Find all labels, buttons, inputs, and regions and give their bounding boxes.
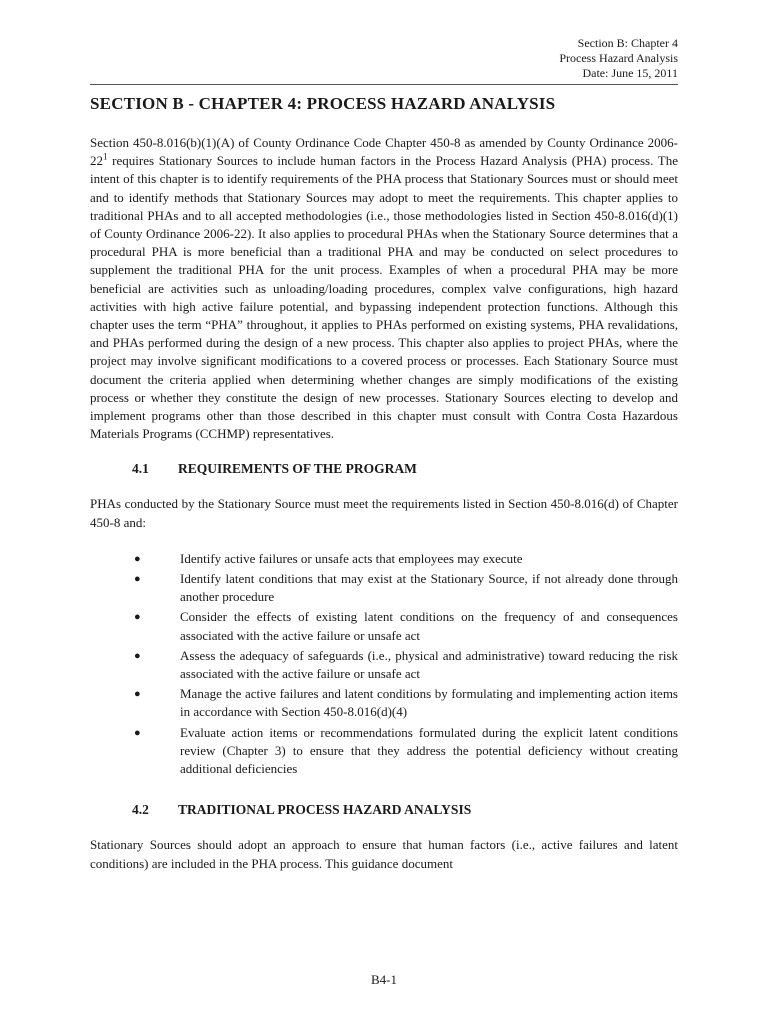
bullet-icon: ● (134, 688, 141, 701)
page-title: SECTION B - CHAPTER 4: PROCESS HAZARD ANALYSIS (90, 94, 556, 113)
list-item-text: Evaluate action items or recommendations formulated during the explicit latent conditions review (Chapter 3) to ensure that they address the potential deficiency without creating additional deficiencies (180, 724, 678, 777)
bullet-icon: ● (134, 573, 141, 586)
intro-text-part1: Section 450-8.016(b)(1)(A) of County Ordinance Code Chapter 450-8 as amended by County Ordinance 2006-22 (90, 135, 678, 169)
list-item (90, 724, 678, 779)
section-number: 4.1 (132, 461, 149, 477)
bullet-icon: ● (134, 552, 141, 565)
list-item (90, 647, 678, 683)
list-item (90, 608, 678, 644)
list-item (90, 570, 678, 606)
section-heading-4-2 (132, 802, 678, 818)
section-title: TRADITIONAL PROCESS HAZARD ANALYSIS (178, 802, 472, 818)
list-item-text: Consider the effects of existing latent conditions on the frequency of and consequences associated with the active failure or unsafe act (180, 609, 678, 643)
running-header (478, 36, 678, 81)
section-number: 4.2 (132, 802, 149, 818)
requirements-list (90, 550, 678, 778)
list-item-text: Assess the adequacy of safeguards (i.e., physical and administrative) toward reducing the risk associated with the active failure or unsafe act (180, 647, 678, 682)
footnote-reference[interactable]: 1 (103, 151, 108, 162)
page-content (90, 94, 678, 873)
traditional-pha-paragraph: Stationary Sources should adopt an approach to ensure that human factors (i.e., active failures and latent conditions) are included in the PHA process. This guidance document (90, 837, 678, 871)
list-item-text: Identify latent conditions that may exist at the Stationary Source, if not already done through another procedure (180, 571, 678, 605)
intro-text-part2: requires Stationary Sources to include human factors in the Process Hazard Analysis (PHA) process. The intent of this chapter is to identify requirements of the PHA process that Stationary Sources must or should meet and to identify methods that Stationary Sources may adopt to meet the requirements. This chapter applies to traditional PHAs and to all accepted methodologies (i.e., those methodologies listed in Section 450-8.016(d)(1) of County Ordinance 2006-22). It also applies to procedural PHAs when the Stationary Source determines that a procedural PHA is more beneficial than a traditional PHA and may be conducted on select procedures to supplement the traditional PHA for the unit process. Examples of when a procedural PHA may be more beneficial are activities such as unloading/loading procedures, complex valve configurations, high hazard activities with high active failure potential, and bypassing independent protection functions. Although this chapter uses the term “PHA” throughout, it applies to PHAs performed on existing systems, PHA revalidations, and PHAs performed during the design of a new process. This chapter also applies to project PHAs, where the project may involve significant modifications to a covered process or processes. Each Stationary Source must document the criteria applied when determining whether changes are simply modifications of the existing process or whether they constitute the design of new processes. Stationary Sources electing to develop and implement programs other than those described in this chapter must consult with Contra Costa Hazardous Materials Programs (CCHMP) representatives. (90, 153, 678, 442)
section-heading-4-1 (132, 461, 678, 477)
list-item-text: Identify active failures or unsafe acts that employees may execute (180, 550, 523, 566)
header-section-label: Section B: Chapter 4 (577, 36, 678, 50)
bullet-icon: ● (134, 649, 141, 662)
page-number: B4-1 (371, 972, 397, 987)
bullet-icon: ● (134, 611, 141, 624)
intro-paragraph (90, 134, 678, 443)
list-item (90, 685, 678, 721)
requirements-lead-paragraph: PHAs conducted by the Stationary Source must meet the requirements listed in Section 450-8.016(d) of Chapter 450-8 and: (90, 496, 678, 530)
list-item-text: Manage the active failures and latent conditions by formulating and implementing action items in accordance with Section 450-8.016(d)(4) (180, 686, 678, 720)
section-title: REQUIREMENTS OF THE PROGRAM (178, 461, 417, 477)
bullet-icon: ● (134, 726, 141, 739)
header-rule (90, 84, 678, 85)
header-date: Date: June 15, 2011 (582, 66, 678, 80)
list-item (90, 550, 678, 568)
header-chapter-title: Process Hazard Analysis (559, 51, 678, 65)
